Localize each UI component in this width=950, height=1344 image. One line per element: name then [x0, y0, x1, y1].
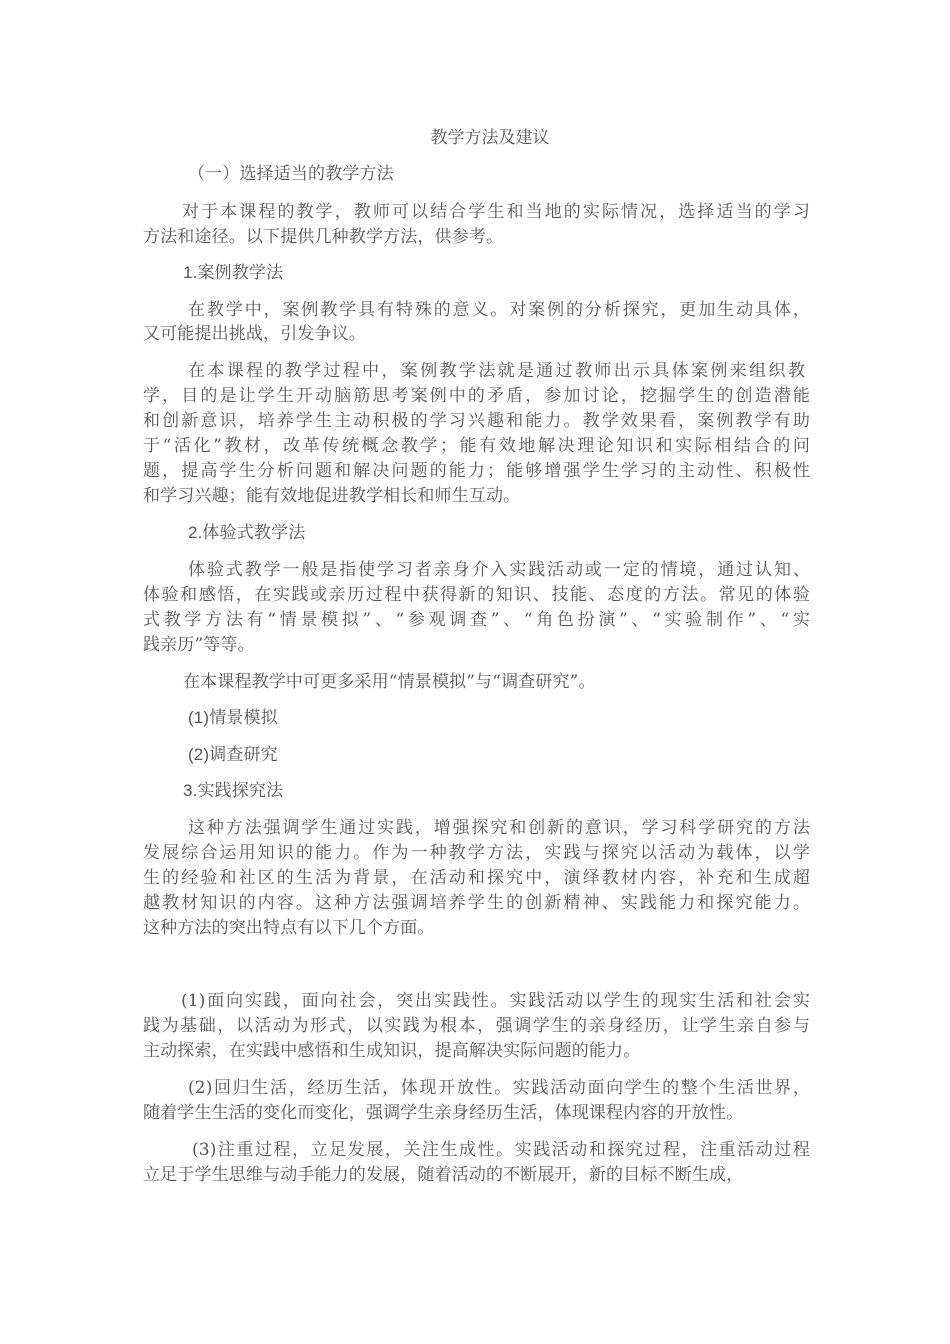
intro-line: 方法和途径。以下提供几种教学方法，供参考。	[143, 227, 504, 247]
method-heading: 1.案例教学法	[183, 263, 284, 282]
section-heading: （一）选择适当的教学方法	[188, 164, 394, 184]
list-item: (1)情景模拟	[188, 708, 278, 727]
paragraph-line: 题，提高学生分析问题和解决问题的能力；能够增强学生学习的主动性、积极性	[143, 461, 810, 481]
paragraph-line: 体验和感悟，在实践或亲历过程中获得新的知识、技能、态度的方法。常见的体验	[143, 585, 810, 605]
list-item: (2)调查研究	[188, 745, 278, 764]
feature-line: 随着学生生活的变化而变化，强调学生亲身经历生活，体现课程内容的开放性。	[143, 1103, 744, 1123]
intro-line: 对于本课程的教学，教师可以结合学生和当地的实际情况，选择适当的学习	[182, 202, 810, 222]
paragraph-line: 又可能提出挑战，引发争议。	[143, 324, 366, 344]
paragraph-line: 式教学方法有“情景模拟”、“参观调查”、“角色扮演”、“实验制作”、“实	[143, 610, 810, 630]
paragraph-line: 和创新意识，培养学生主动积极的学习兴趣和能力。教学效果看，案例教学有助	[143, 411, 810, 431]
method-heading: 2.体验式教学法	[188, 523, 306, 542]
paragraph-line: 体验式教学一般是指使学习者亲身介入实践活动或一定的情境，通过认知、	[188, 560, 810, 580]
paragraph-line: 发展综合运用知识的能力。作为一种教学方法，实践与探究以活动为载体，以学	[143, 843, 810, 863]
feature-line: 立足于学生思维与动手能力的发展，随着活动的不断展开，新的目标不断生成，	[143, 1165, 744, 1185]
feature-line: (1)面向实践，面向社会，突出实践性。实践活动以学生的现实生活和社会实	[181, 991, 810, 1011]
page-title: 教学方法及建议	[430, 128, 550, 148]
method-heading: 3.实践探究法	[183, 781, 284, 800]
paragraph-line: 越教材知识的内容。这种方法强调培养学生的创新精神、实践能力和探究能力。	[143, 893, 810, 913]
paragraph-line: 这种方法强调学生通过实践，增强探究和创新的意识，学习科学研究的方法	[188, 818, 810, 838]
paragraph-line: 践亲历”等等。	[143, 635, 255, 655]
feature-line: (2)回归生活，经历生活，体现开放性。实践活动面向学生的整个生活世界，	[188, 1078, 810, 1098]
feature-line: 主动探索，在实践中感悟和生成知识，提高解决实际问题的能力。	[143, 1041, 641, 1061]
paragraph-line: 和学习兴趣；能有效地促进教学相长和师生互动。	[143, 486, 521, 506]
paragraph-line: 学，目的是让学生开动脑筋思考案例中的矛盾，参加讨论，挖掘学生的创造潜能	[143, 386, 810, 406]
paragraph-line: 在本课程的教学过程中，案例教学法就是通过教师出示具体案例来组织教	[188, 361, 805, 381]
paragraph-line: 于“活化”教材，改革传统概念教学；能有效地解决理论知识和实际相结合的问	[143, 436, 810, 456]
paragraph-line: 这种方法的突出特点有以下几个方面。	[143, 918, 435, 938]
paragraph-line: 在本课程教学中可更多采用“情景模拟”与“调查研究”。	[183, 672, 596, 692]
feature-line: (3)注重过程，立足发展，关注生成性。实践活动和探究过程，注重活动过程	[192, 1140, 810, 1160]
feature-line: 践为基础，以活动为形式，以实践为根本，强调学生的亲身经历，让学生亲自参与	[143, 1016, 810, 1036]
paragraph-line: 在教学中，案例教学具有特殊的意义。对案例的分析探究，更加生动具体，	[188, 300, 810, 320]
paragraph-line: 生的经验和社区的生活为背景，在活动和探究中，演绎教材内容，补充和生成超	[143, 868, 810, 888]
